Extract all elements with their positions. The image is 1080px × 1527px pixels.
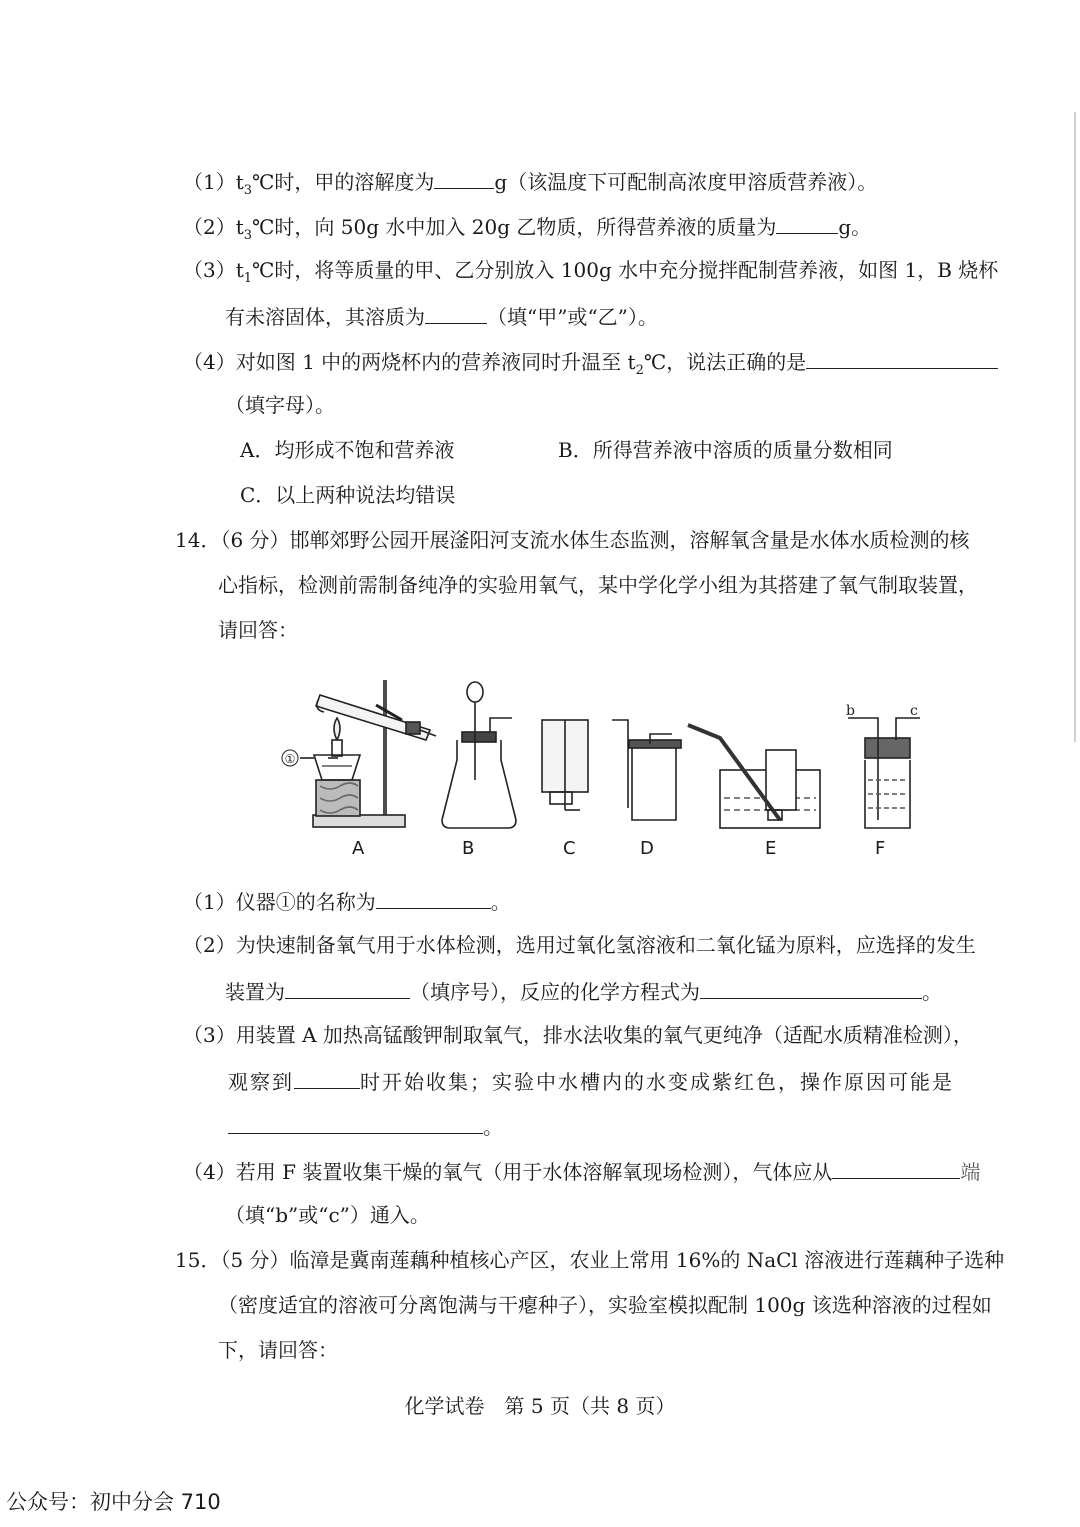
q14-part2-cont: 装置为 （填序号），反应的化学方程式为 。 [225,976,942,1006]
apparatus-c [542,720,588,810]
watermark: 公众号：初中分会 710 [6,1490,221,1514]
figure-label-d: D [640,838,654,859]
answer-blank[interactable] [294,1066,360,1089]
q14-intro-line1: 14．（6 分）邯郸郊野公园开展滏阳河支流水体生态监测，溶解氧含量是水体水质检测的核 [175,528,970,552]
figure-label-c: C [563,838,576,859]
q14-part1: （1）仪器①的名称为 。 [183,886,511,916]
q13-part2: $(2)t_3℃$时，向 50g 水中加入 20g 乙物质，所得营养液的质量为 g。 [183,211,871,250]
apparatus-b [442,682,516,828]
answer-blank[interactable] [228,1111,483,1134]
q13-part4: （4）对如图 1 中的两烧杯内的营养液同时升温至 $t_2℃$，说法正确的是 [183,346,998,385]
q13-part3: $(3)t_1℃$时，将等质量的甲、乙分别放入 100g 水中充分搅拌配制营养液，如图 1，B 烧杯 [183,258,999,286]
tube-c-label: c [910,703,918,719]
figure-label-a: A [352,838,365,859]
apparatus-e [688,725,820,828]
q13-part3-cont: 有未溶固体，其溶质为 （填“甲”或“乙”）。 [225,301,658,331]
apparatus-figure [280,660,940,870]
q14-intro-line3: 请回答： [218,618,298,642]
answer-blank[interactable] [776,211,838,234]
figure-label-b: B [462,838,475,859]
answer-blank[interactable] [700,976,922,999]
q15-intro-line2: （密度适宜的溶液可分离饱满与干瘪种子），实验室模拟配制 100g 该选种溶液的过程如 [218,1293,992,1317]
q14-part2: （2）为快速制备氧气用于水体检测，选用过氧化氢溶液和二氧化锰为原料，应选择的发生 [183,933,976,957]
option-b: B．所得营养液中溶质的质量分数相同 [558,438,893,462]
apparatus-a [282,680,436,827]
q14-part4-cont: （填“b”或“c”）通入。 [225,1203,430,1227]
q15-intro-line1: 15．（5 分）临漳是冀南莲藕种植核心产区，农业上常用 16%的 NaCl 溶液进行莲藕种子选种 [175,1248,1005,1272]
figure-label-e: E [765,838,777,859]
apparatus-f [846,703,920,828]
q14-intro-line2: 心指标，检测前需制备纯净的实验用氧气，某中学化学小组为其搭建了氧气制取装置， [218,573,978,597]
option-a: A．均形成不饱和营养液 [240,438,455,462]
answer-blank[interactable] [425,301,487,324]
q14-part4: （4）若用 F 装置收集干燥的氧气（用于水体溶解氧现场检测），气体应从 端 [183,1156,980,1186]
answer-blank[interactable] [376,886,491,909]
figure-label-f: F [875,838,886,859]
q14-part3-cont2: 。 [228,1111,503,1141]
answer-blank[interactable] [285,976,410,999]
q14-part3-cont: 观察到 时开始收集；实验中水槽内的水变成紫红色，操作原因可能是 [228,1066,954,1096]
q15-intro-line3: 下，请回答： [218,1338,338,1362]
apparatus-d [612,720,681,820]
tube-b-label: b [846,703,855,719]
q13-part1: $(1)t_3℃$时，甲的溶解度为 g（该温度下可配制高浓度甲溶质营养液）。 [183,166,877,205]
answer-blank[interactable] [434,166,494,189]
marker-1-label: ① [284,752,296,766]
page-footer: 化学试卷 第 5 页（共 8 页） [404,1394,676,1418]
answer-blank[interactable] [832,1156,960,1179]
page-edge-shadow [1074,112,1076,742]
option-c: C．以上两种说法均错误 [240,483,456,507]
q14-part3: （3）用装置 A 加热高锰酸钾制取氧气，排水法收集的氧气更纯净（适配水质精准检测）， [183,1023,973,1047]
q13-part4-cont: （填字母）。 [225,393,335,417]
answer-blank[interactable] [806,346,998,369]
